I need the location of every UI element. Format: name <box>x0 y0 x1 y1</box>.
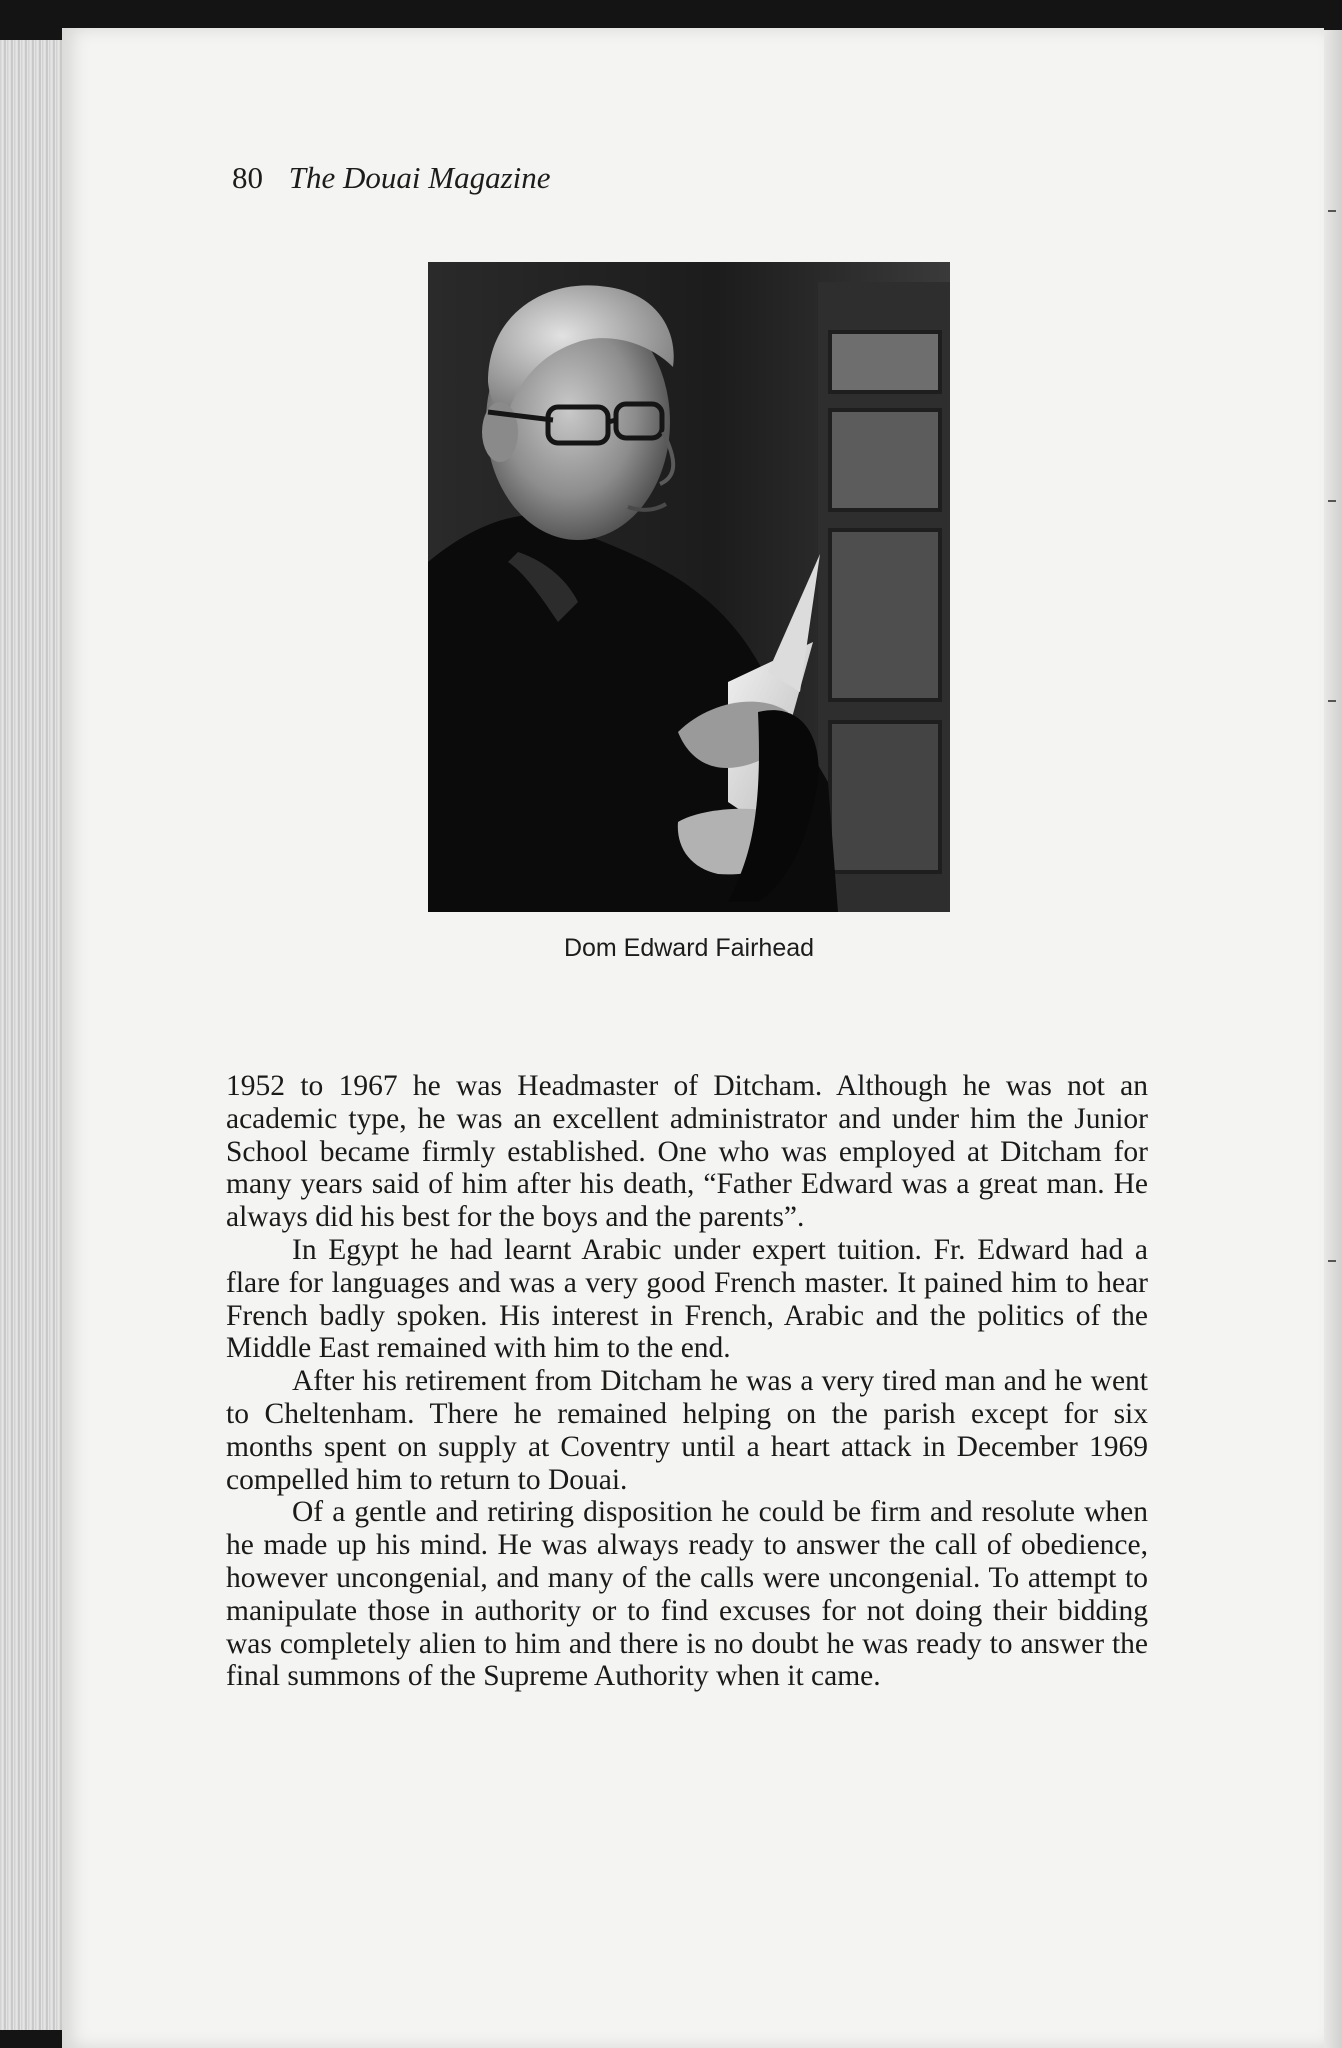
paragraph: Of a gentle and retiring disposition he could be firm and resolute when he made up his mind. He was always ready to answer the call of obedience, however uncongenial, and many of the calls were uncongenial. To attempt to manipulate those in authority or to find excuses for not doing their bidding was completely alien to him and there is no doubt he was ready to answer the final summons of the Supreme Authority when it came. <box>226 1496 1148 1693</box>
paragraph: In Egypt he had learnt Arabic under expert tuition. Fr. Edward had a flare for languages and was a very good French master. It pained him to hear French badly spoken. His interest in French, Arabic and the politics of the Middle East remained with him to the end. <box>226 1233 1148 1365</box>
paragraph: 1952 to 1967 he was Headmaster of Ditcham. Although he was not an academic type, he was an excellent administrator and under him the Junior School became firmly established. One who was employed at Ditcham for many years said of him after his death, “Father Edward was a great man. He always did his best for the boys and the parents”. <box>226 1070 1148 1234</box>
edge-mark <box>1328 210 1336 212</box>
edge-mark <box>1328 700 1336 702</box>
portrait-photo-image <box>428 262 950 912</box>
publication-title: The Douai Magazine <box>288 160 551 195</box>
book-gutter-edge <box>1324 30 1342 2048</box>
portrait-photo <box>428 262 950 912</box>
running-head <box>232 160 551 196</box>
edge-mark <box>1328 1260 1336 1262</box>
edge-mark <box>1328 500 1336 502</box>
page-number: 80 <box>232 160 263 195</box>
article-body <box>226 1070 1148 1693</box>
photo-caption: Dom Edward Fairhead <box>563 934 815 962</box>
paragraph: After his retirement from Ditcham he was a very tired man and he went to Cheltenham. There he remained helping on the parish except for six months spent on supply at Coventry until a heart attack in December 1969 compelled him to return to Douai. <box>226 1365 1148 1496</box>
